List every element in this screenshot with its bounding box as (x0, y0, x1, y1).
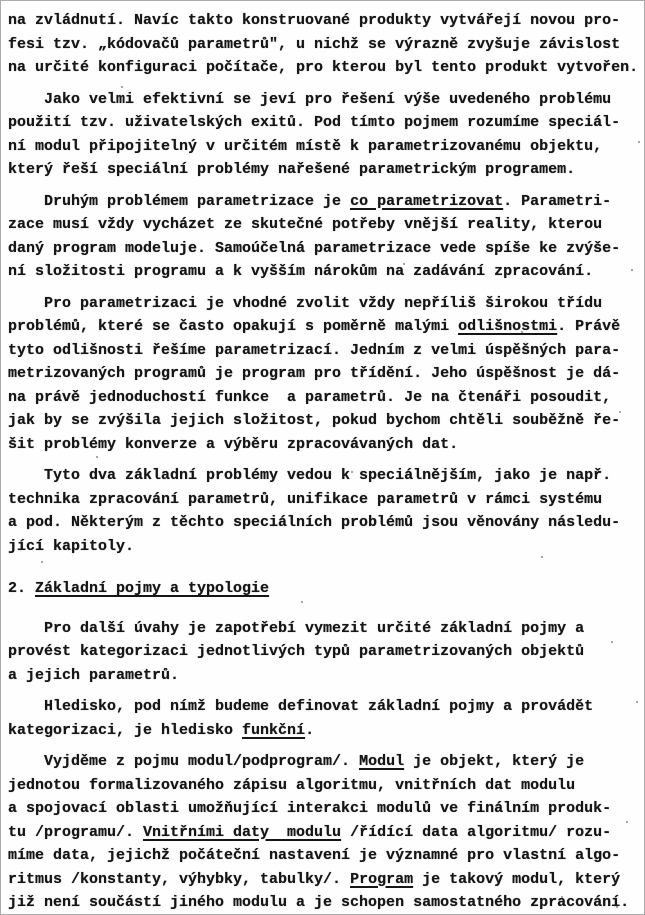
text-line: Jako velmi efektivní se jeví pro řešení výše uvedeného problému (8, 90, 612, 108)
text-line: 2. Základní pojmy a typologie (8, 580, 270, 597)
text-line: tu /programu/. Vnitřními daty modulu /řídící data algoritmu/ rozu- (8, 823, 612, 841)
paragraph (8, 695, 638, 742)
text-line: na zvládnutí. Navíc takto konstruované produkty vytvářejí novou pro- (8, 12, 621, 29)
text-line: ritmus /konstanty, výhybky, tabulky/. Program je takový modul, který (8, 870, 621, 888)
underlined-text: co parametrizovat (350, 192, 504, 210)
underlined-text: Vnitřními daty modulu (143, 823, 342, 841)
text-line: a pod. Některým z těchto speciálních problémů jsou věnovány následu- (8, 514, 621, 531)
text-line: problémů, které se často opakují s poměrně malými odlišnostmi. Právě (8, 318, 621, 335)
text-line: již není součástí jiného modulu a je schopen samostatného zpracování. (8, 894, 630, 911)
text-line: ní modul připojitelný v určitém místě k parametrizovanému objektu, (8, 137, 603, 155)
text-line: Pro další úvahy je zapotřebí vymezit určité základní pojmy a (8, 619, 585, 637)
text-line: na právě jednoduchostí funkce a parametrů. Je na čtenáři posoudit, (8, 388, 612, 406)
text-line: použití tzv. uživatelských exitů. Pod tímto pojmem rozumíme speciál- (8, 114, 621, 131)
paragraph (8, 190, 638, 284)
text-line: kategorizaci, je hledisko funkční. (8, 721, 315, 739)
text-line: Druhým problémem parametrizace je co parametrizovat. Parametri- (8, 192, 612, 210)
text-line: a spojovací oblasti umožňující interakci modulů ve finálním produk- (8, 800, 612, 817)
text-line: který řeší speciální problémy nařešené parametrickým programem. (8, 161, 576, 178)
text-line: ní složitosti programu a k vyšším nárokům na zadávání zpracování. (8, 263, 594, 280)
text-line: metrizovaných programů je program pro třídění. Jeho úspěšnost je dá- (8, 365, 621, 382)
text-line: jednotou formalizovaného zápisu algoritmu, vnitřních dat modulu (8, 776, 576, 794)
text-line: míme data, jejichž počáteční nastavení je významné pro vlastní algo- (8, 847, 621, 864)
text-line: Tyto dva základní problémy vedou k speciálnějším, jako je např. (8, 467, 612, 484)
paragraph (8, 9, 638, 80)
text-line: na určité konfiguraci počítače, pro kterou byl tento produkt vytvořen. (8, 59, 639, 76)
paragraph (8, 88, 638, 182)
paragraph (8, 750, 638, 915)
text-line: daný program modeluje. Samoúčelná parametrizace vede spíše ke zvýše- (8, 239, 621, 257)
text-line: provést kategorizaci jednotlivých typů parametrizovaných objektů (8, 643, 585, 660)
text-line: Pro parametrizaci je vhodné zvolit vždy nepříliš širokou třídu (8, 294, 603, 312)
text-line: šit problémy konverze a výběru zpracovávaných dat. (8, 435, 459, 453)
underlined-text: Program (350, 870, 414, 888)
scan-noise-dot (638, 141, 640, 143)
text-line: fesi tzv. „kódovačů parametrů", u nichž se výrazně zvyšuje závislost (8, 35, 621, 53)
text-line: a jejich parametrů. (8, 666, 180, 684)
text-line: Hledisko, pod nímž budeme definovat základní pojmy a provádět (8, 698, 594, 715)
text-line: technika zpracování parametrů, unifikace parametrů v rámci systému (8, 490, 603, 508)
text-line: tyto odlišnosti řešíme parametrizací. Jedním z velmi úspěšných para- (8, 341, 621, 359)
document-body (8, 9, 638, 915)
underlined-text: funkční (242, 721, 306, 739)
paragraph (8, 617, 638, 688)
paragraph (8, 464, 638, 558)
section-heading (8, 577, 638, 601)
text-line: zace musí vždy vycházet ze skutečné potřeby vnější reality, kterou (8, 216, 603, 233)
text-line: jak by se zvýšila jejich složitost, pokud bychom chtěli souběžně ře- (8, 412, 621, 429)
underlined-text: Základní pojmy a typologie (35, 580, 270, 597)
text-line: Vyjděme z pojmu modul/podprogram/. Modul je objekt, který je (8, 753, 585, 770)
paragraph (8, 292, 638, 457)
text-line: jící kapitoly. (8, 537, 135, 555)
underlined-text: odlišnostmi (458, 318, 558, 335)
underlined-text: Modul (359, 753, 405, 770)
